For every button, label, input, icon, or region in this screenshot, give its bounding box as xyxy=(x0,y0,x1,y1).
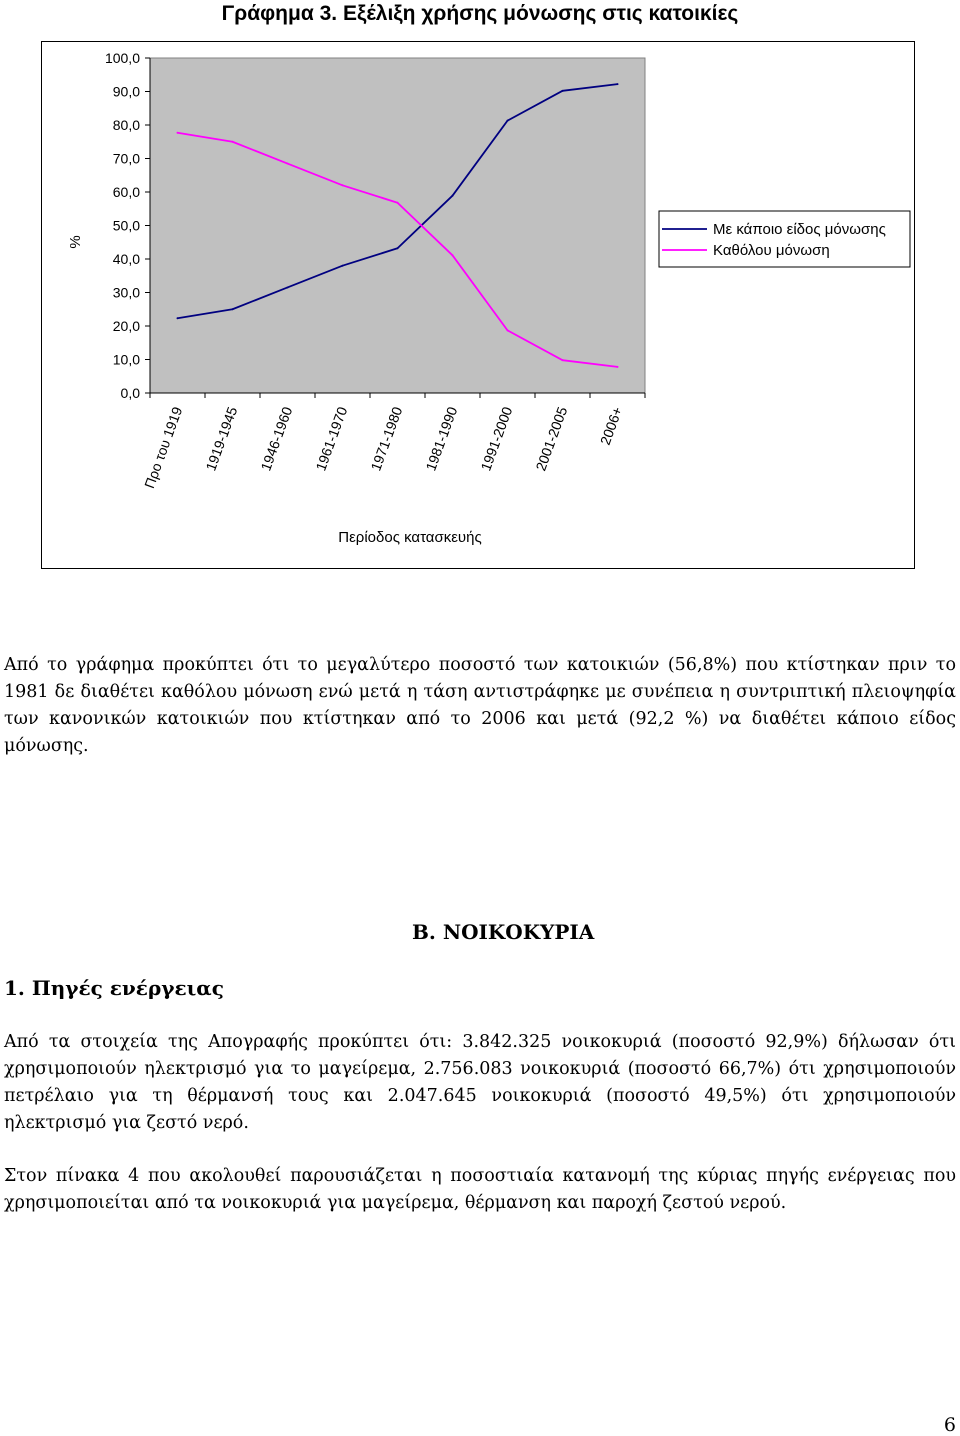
data-point xyxy=(452,254,454,256)
page-number: 6 xyxy=(943,1414,956,1436)
data-point xyxy=(177,132,179,134)
x-tick-label: 1971-1980 xyxy=(367,404,406,473)
x-tick-label: 2006+ xyxy=(596,404,626,447)
data-point xyxy=(397,247,399,249)
data-point xyxy=(232,141,234,143)
x-tick-label: 1946-1960 xyxy=(257,404,296,473)
data-point xyxy=(452,195,454,197)
x-tick-label: 2001-2005 xyxy=(532,404,571,473)
y-axis-label: % xyxy=(67,235,84,249)
data-point xyxy=(342,184,344,186)
data-point xyxy=(507,120,509,122)
y-tick-label: 30,0 xyxy=(112,284,140,301)
legend-label-1: Με κάποιο είδος μόνωσης xyxy=(713,221,886,238)
paragraph-energy-sources: Από τα στοιχεία της Απογραφής προκύπτει ότι: 3.842.325 νοικοκυριά (ποσοστό 92,9%) δήλωσαν ότι χρησιμοποιούν ηλεκτρισμό για το μαγείρεμα, 2.756.083 νοικοκυριά (ποσοστό 66,7%) ότι χρησιμοποιούν πετρέλαιο για τη θέρμανσή τους και 2.047.645 νοικοκυριά (ποσοστό 49,5%) ότι χρησιμοποιούν ηλεκτρισμό για ζεστό νερό. xyxy=(4,1032,956,1133)
x-tick-label: 1961-1970 xyxy=(312,404,351,473)
x-tick-label: 1991-2000 xyxy=(477,404,516,473)
chart-svg xyxy=(42,42,914,568)
y-tick-label: 10,0 xyxy=(112,351,140,368)
data-point xyxy=(287,163,289,165)
subsection-heading: 1. Πηγές ενέργειας xyxy=(4,976,224,1000)
chart-title: Γράφημα 3. Εξέλιξη χρήσης μόνωσης στις κατοικίες xyxy=(221,2,739,25)
y-tick-label: 20,0 xyxy=(112,318,140,334)
x-tick-label: 1919-1945 xyxy=(202,404,241,473)
data-point xyxy=(562,90,564,92)
plot-area xyxy=(150,58,645,393)
x-axis-label: Περίοδος κατασκευής xyxy=(338,529,482,546)
data-point xyxy=(287,286,289,288)
y-tick-label: 50,0 xyxy=(112,217,140,234)
y-tick-label: 0,0 xyxy=(120,385,140,401)
paragraph-chart-summary: Από το γράφημα προκύπτει ότι το μεγαλύτερο ποσοστό των κατοικιών (56,8%) που κτίστηκαν πριν το 1981 δε διαθέτει καθόλου μόνωση ενώ μετά η τάση αντιστράφηκε με συνέπεια η συντριπτική πλειοψηφία των κανονικών κατοικιών που κτίστηκαν από το 2006 και μετά (92,2 %) να διαθέτει κάποιο είδος μόνωσης. xyxy=(4,655,956,756)
legend-label-2: Καθόλου μόνωση xyxy=(713,242,830,259)
data-point xyxy=(232,308,234,310)
x-tick-label: Προ του 1919 xyxy=(141,404,186,491)
data-point xyxy=(342,265,344,267)
y-tick-label: 60,0 xyxy=(112,184,140,200)
y-tick-label: 80,0 xyxy=(112,117,140,133)
paragraph-table-intro: Στον πίνακα 4 που ακολουθεί παρουσιάζεται η ποσοστιαία κατανομή της κύριας πηγής ενέργειας που χρησιμοποιείται από τα νοικοκυριά για μαγείρεμα, θέρμανση και παροχή ζεστού νερού. xyxy=(4,1166,956,1213)
data-point xyxy=(177,317,179,319)
section-heading: Β. ΝΟΙΚΟΚΥΡΙΑ xyxy=(412,920,595,944)
y-tick-label: 100,0 xyxy=(104,50,140,66)
data-point xyxy=(397,202,399,204)
data-point xyxy=(507,329,509,331)
chart-frame xyxy=(41,41,915,569)
y-tick-label: 40,0 xyxy=(112,251,140,267)
data-point xyxy=(562,359,564,361)
y-tick-label: 90,0 xyxy=(112,83,140,100)
data-point xyxy=(617,366,619,368)
x-tick-label: 1981-1990 xyxy=(422,404,461,473)
y-tick-label: 70,0 xyxy=(112,150,140,167)
data-point xyxy=(617,83,619,85)
